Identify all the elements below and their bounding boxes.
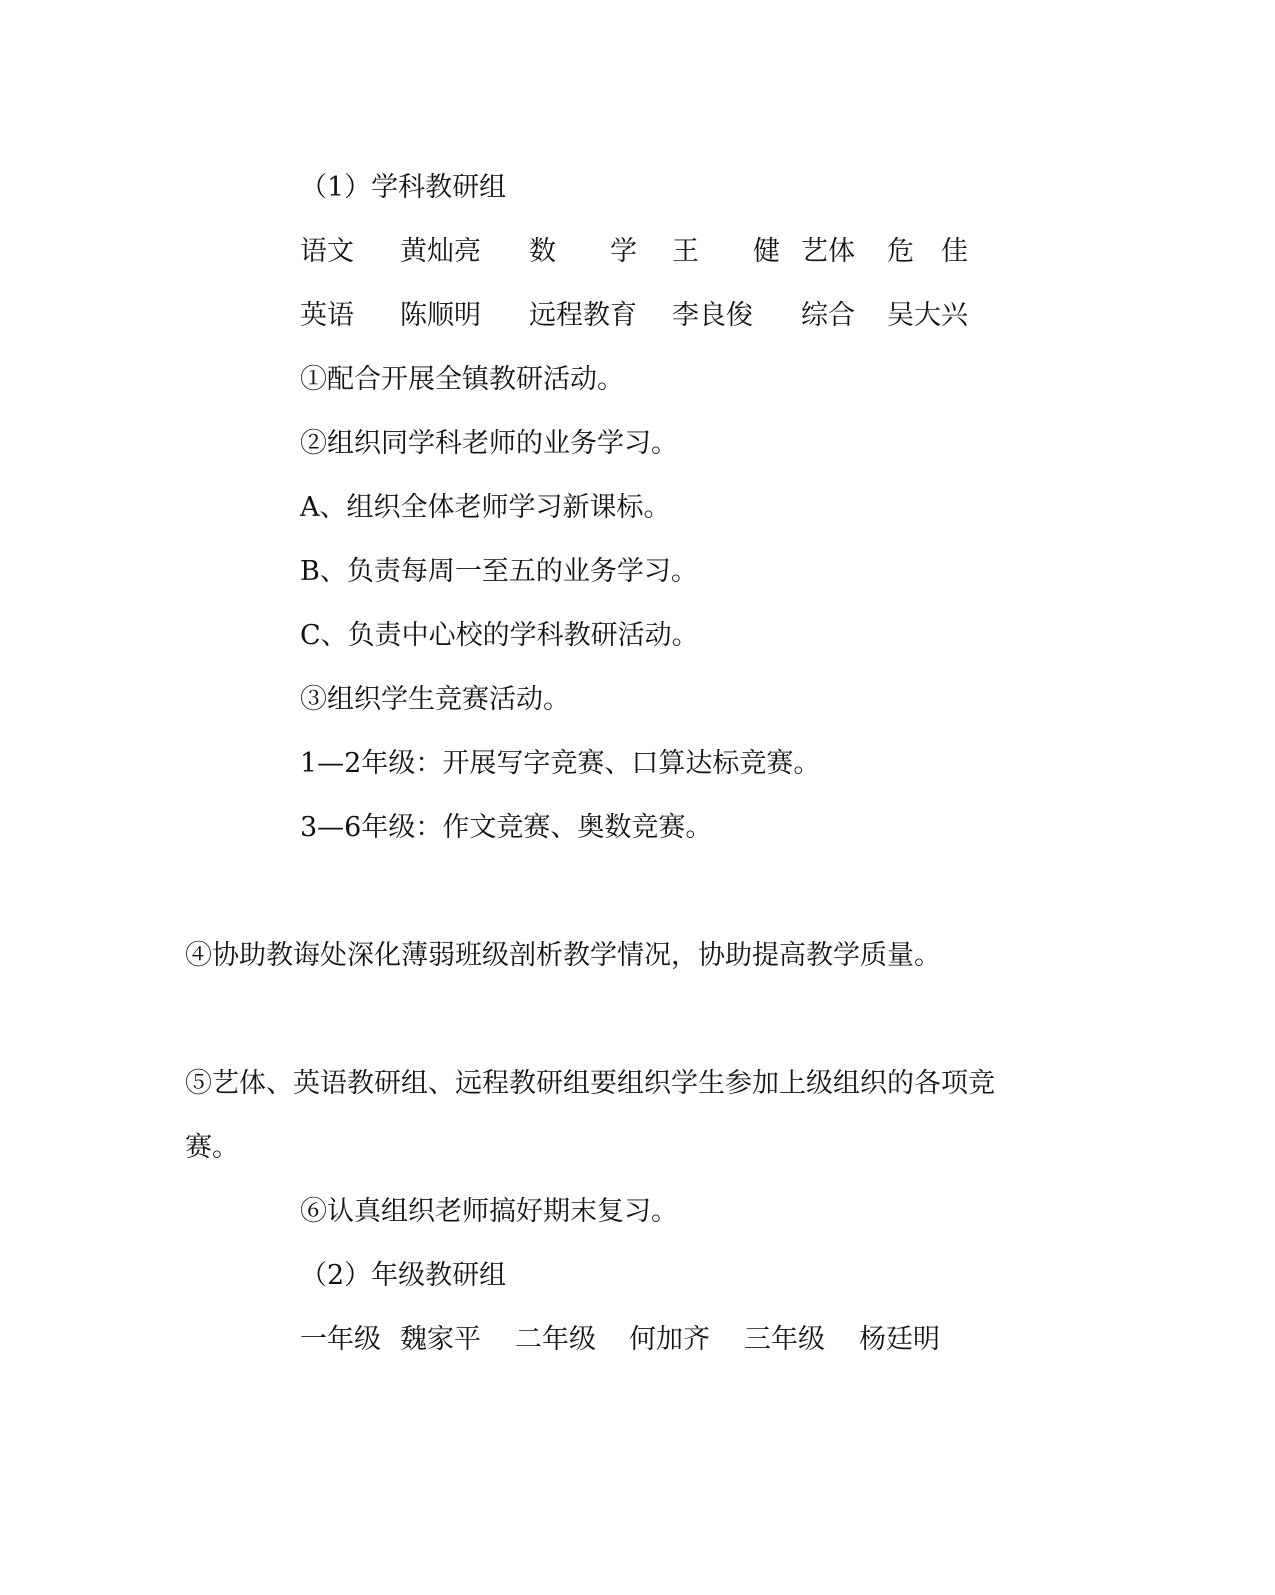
grade-name: 三年级 — [744, 1324, 825, 1355]
teacher-name: 吴大兴 — [887, 300, 968, 331]
list-item: B、负责每周一至五的业务学习。 — [300, 556, 698, 587]
list-item: ⑤艺体、英语教研组、远程教研组要组织学生参加上级组织的各项竞 — [185, 1068, 995, 1099]
teacher-name: 魏家平 — [400, 1324, 481, 1355]
subject-name: 语文 — [300, 236, 354, 267]
subject-name: 远程教育 — [529, 300, 637, 331]
list-item: 3—6年级：作文竞赛、奥数竞赛。 — [300, 812, 713, 843]
teacher-name: 黄灿亮 — [400, 236, 481, 267]
list-item: ③组织学生竞赛活动。 — [300, 684, 570, 715]
teacher-name: 陈顺明 — [400, 300, 481, 331]
teacher-name: 王 健 — [672, 236, 780, 267]
teacher-name: 杨廷明 — [859, 1324, 940, 1355]
grade-name: 二年级 — [515, 1324, 596, 1355]
subject-name: 综合 — [801, 300, 855, 331]
subject-name: 数 学 — [529, 236, 637, 267]
grade-name: 一年级 — [300, 1324, 381, 1355]
section-heading-subject-groups: （1）学科教研组 — [300, 172, 507, 203]
list-item: ④协助教诲处深化薄弱班级剖析教学情况，协助提高教学质量。 — [185, 940, 941, 971]
list-item: A、组织全体老师学习新课标。 — [300, 492, 671, 523]
section-heading-grade-groups: （2）年级教研组 — [300, 1260, 507, 1291]
teacher-name: 危 佳 — [887, 236, 968, 267]
list-item-continuation: 赛。 — [185, 1132, 239, 1163]
teacher-name: 何加齐 — [629, 1324, 710, 1355]
list-item: ①配合开展全镇教研活动。 — [300, 364, 624, 395]
list-item: C、负责中心校的学科教研活动。 — [300, 620, 699, 651]
subject-name: 艺体 — [801, 236, 855, 267]
list-item: ⑥认真组织老师搞好期末复习。 — [300, 1196, 678, 1227]
subject-name: 英语 — [300, 300, 354, 331]
teacher-name: 李良俊 — [672, 300, 753, 331]
list-item: ②组织同学科老师的业务学习。 — [300, 428, 678, 459]
list-item: 1—2年级：开展写字竞赛、口算达标竞赛。 — [300, 748, 821, 779]
